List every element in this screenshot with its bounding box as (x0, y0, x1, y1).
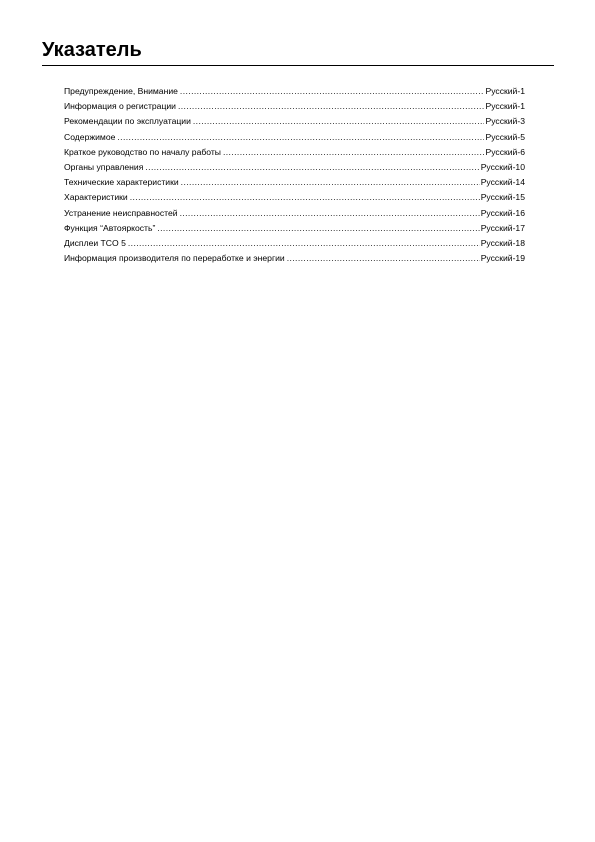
toc-entry-title: Характеристики (64, 192, 128, 203)
toc-dot-leader (181, 175, 480, 190)
toc-entry-title: Рекомендации по эксплуатации (64, 116, 191, 127)
toc-entry-page: Русский-18 (480, 237, 525, 248)
toc-entry-page: Русский-1 (485, 101, 525, 112)
toc-entry-page: Русский-14 (480, 177, 525, 188)
toc-dot-leader (193, 114, 485, 129)
toc-entry-page: Русский-15 (480, 192, 525, 203)
toc-entry[interactable] (64, 99, 525, 114)
toc-entry-page: Русский-16 (480, 207, 525, 218)
toc-entry-title: Информация о регистрации (64, 101, 176, 112)
toc-entry-title: Технические характеристики (64, 177, 179, 188)
toc-dot-leader (130, 190, 480, 205)
toc-entry-title: Функция “Автояркость” (64, 222, 156, 233)
toc-entry[interactable] (64, 84, 525, 99)
toc-entry[interactable] (64, 145, 525, 160)
toc-dot-leader (223, 145, 484, 160)
toc-entry[interactable] (64, 130, 525, 145)
toc-entry-page: Русский-17 (480, 222, 525, 233)
table-of-contents (64, 84, 525, 266)
toc-entry-title: Информация производителя по переработке и энергии (64, 253, 285, 264)
toc-entry-title: Устранение неисправностей (64, 207, 178, 218)
toc-entry[interactable] (64, 114, 525, 129)
toc-entry[interactable] (64, 236, 525, 251)
toc-entry[interactable] (64, 221, 525, 236)
toc-entry[interactable] (64, 190, 525, 205)
toc-entry-title: Органы управления (64, 161, 144, 172)
toc-dot-leader (128, 236, 480, 251)
toc-entry[interactable] (64, 251, 525, 266)
toc-dot-leader (117, 130, 484, 145)
title-divider (42, 65, 554, 66)
toc-dot-leader (178, 99, 484, 114)
toc-entry[interactable] (64, 175, 525, 190)
toc-dot-leader (180, 84, 485, 99)
page-title: Указатель (42, 39, 142, 61)
toc-entry-page: Русский-3 (485, 116, 525, 127)
toc-entry[interactable] (64, 206, 525, 221)
toc-entry-page: Русский-19 (480, 253, 525, 264)
toc-entry-page: Русский-6 (485, 146, 525, 157)
toc-entry-title: Дисплеи TCO 5 (64, 237, 126, 248)
toc-dot-leader (180, 206, 480, 221)
toc-entry[interactable] (64, 160, 525, 175)
toc-entry-title: Предупреждение, Внимание (64, 86, 178, 96)
toc-dot-leader (287, 251, 480, 266)
toc-entry-page: Русский-1 (485, 86, 525, 96)
toc-dot-leader (157, 221, 479, 236)
toc-dot-leader (145, 160, 479, 175)
toc-entry-title: Содержимое (64, 131, 116, 142)
toc-entry-page: Русский-10 (480, 161, 525, 172)
toc-entry-title: Краткое руководство по началу работы (64, 146, 221, 157)
toc-entry-page: Русский-5 (485, 131, 525, 142)
